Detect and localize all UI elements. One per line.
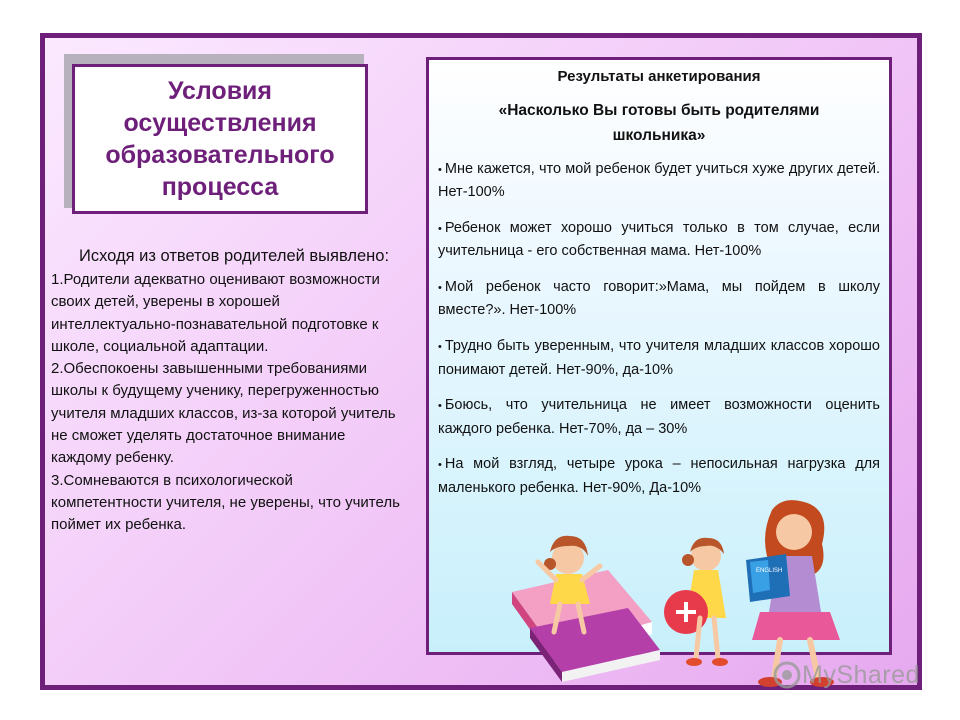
survey-subtitle: «Насколько Вы готовы быть родителями школьника» [498,102,820,144]
survey-item-text: На мой взгляд, четыре урока – непосильная нагрузка для маленького ребенка. Нет-90%, Да-10% [438,456,880,496]
left-point: 2.Обеспокоены завышенными требованиями школы к будущему ученику, перегруженностью учителя младших классов, из-за которой учитель не сможет уделять достаточное внимание каждому ребенку. [51,360,396,467]
survey-item-text: Трудно быть уверенным, что учителя младших классов хорошо понимают детей. Нет-90%, да-10% [438,338,880,378]
survey-item-text: Мой ребенок часто говорит:»Мама, мы пойдем в школу вместе?». Нет-100% [438,279,880,319]
left-intro: Исходя из ответов родителей выявлено: [79,247,390,265]
survey-item [438,217,880,263]
survey-item [438,394,880,440]
slide-title: Условия осуществления образовательного процесса [105,77,335,201]
bullet-icon: • [438,282,442,295]
survey-item-text: Боюсь, что учительница не имеет возможности оценить каждого ребенка. Нет-70%, да – 30% [438,397,880,437]
books-icon [512,570,660,682]
survey-item [438,158,880,204]
left-column [51,244,405,537]
survey-item [438,276,880,322]
survey-title: Результаты анкетирования [557,68,761,85]
survey-item-text: Мне кажется, что мой ребенок будет учиться хуже других детей. Нет-100% [438,161,880,201]
book-cover-label: ENGLISH [756,568,783,574]
survey-item [438,453,880,499]
bullet-icon: • [438,164,442,176]
bullet-icon: • [438,459,442,472]
watermark-logo-icon [772,660,802,690]
survey-item-text: Ребенок может хорошо учиться только в том случае, если учительница - его собственная мама. Нет-100% [438,220,880,260]
watermark-text: MyShared [802,660,920,689]
title-box [72,64,368,214]
left-point: 1.Родители адекватно оценивают возможности своих детей, уверены в хорошей интеллектуально-познавательной подготовке к школе, социальной адаптации. [51,271,380,355]
bullet-icon: • [438,341,442,354]
bullet-icon: • [438,400,442,413]
bullet-icon: • [438,223,442,236]
left-point: 3.Сомневаются в психологической компетентности учителя, не уверены, что учитель поймет их ребенка. [51,471,400,534]
survey-item [438,335,880,381]
watermark [772,658,920,692]
girl-with-ball-icon [664,538,728,666]
